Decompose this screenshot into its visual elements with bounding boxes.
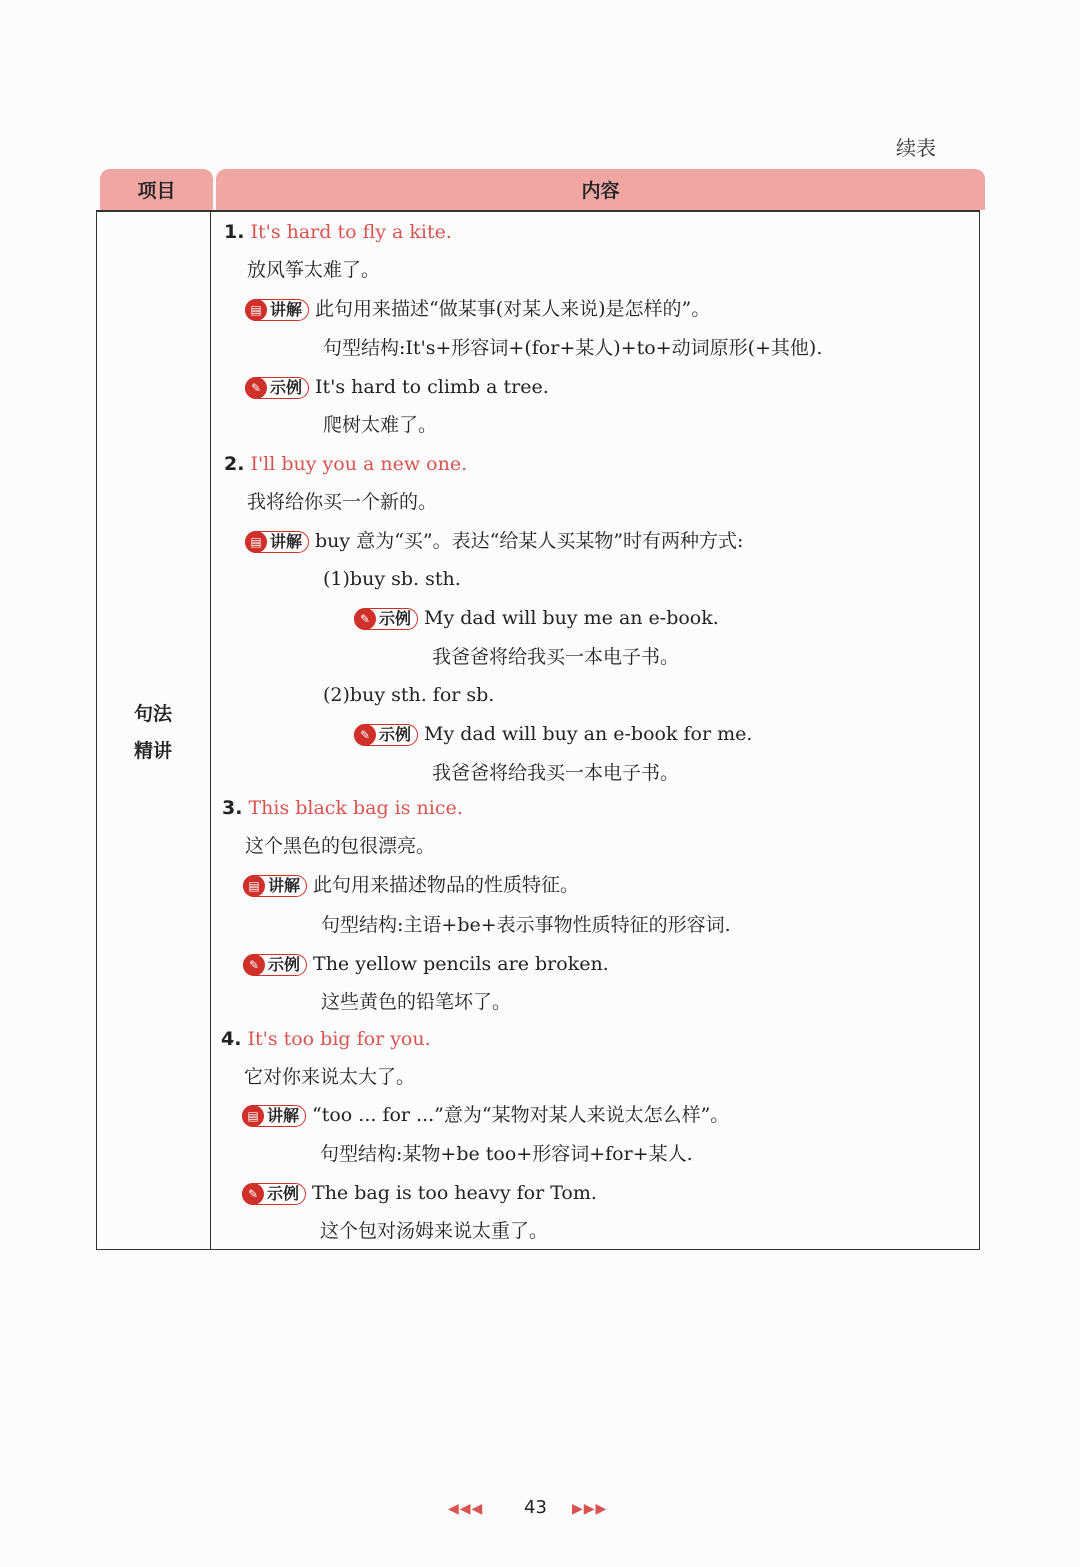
item-3-sentence xyxy=(222,795,463,821)
sentence-text: It's too big for you. xyxy=(247,1028,431,1050)
item-4-structure: 句型结构:某物+be too+形容词+for+某人. xyxy=(320,1143,693,1165)
item-4-example-translation: 这个包对汤姆来说太重了。 xyxy=(320,1220,549,1242)
item-2-sentence xyxy=(224,451,467,477)
item-1-structure: 句型结构:It's+形容词+(for+某人)+to+动词原形(+其他). xyxy=(323,337,823,359)
item-2-way-2: (2)buy sth. for sb. xyxy=(323,684,495,706)
example-badge xyxy=(242,1183,306,1205)
item-2-explain xyxy=(245,528,743,554)
book-icon: ▤ xyxy=(245,299,267,321)
item-4-translation: 它对你来说太大了。 xyxy=(244,1066,416,1088)
item-3-example-translation: 这些黄色的铅笔坏了。 xyxy=(321,991,512,1013)
item-number: 1. xyxy=(224,221,245,243)
item-number: 2. xyxy=(224,453,245,475)
item-1-explain xyxy=(245,296,710,322)
row-label-line-1: 句法 xyxy=(133,703,172,725)
badge-label: 讲解 xyxy=(270,532,303,551)
explain-badge xyxy=(243,875,307,897)
item-1-example xyxy=(245,374,549,400)
badge-label: 示例 xyxy=(268,955,301,974)
item-3-translation: 这个黑色的包很漂亮。 xyxy=(245,835,436,857)
sentence-text: I'll buy you a new one. xyxy=(250,453,468,475)
example-text: It's hard to climb a tree. xyxy=(315,376,549,398)
example-text: My dad will buy an e-book for me. xyxy=(424,723,753,745)
example-badge xyxy=(245,377,309,399)
page-number: 43 xyxy=(524,1497,547,1518)
example-text: My dad will buy me an e-book. xyxy=(424,607,719,629)
example-badge xyxy=(354,608,418,630)
item-4-explain xyxy=(242,1102,729,1128)
book-icon: ▤ xyxy=(242,1105,264,1127)
badge-label: 示例 xyxy=(270,378,303,397)
item-2-translation: 我将给你买一个新的。 xyxy=(247,491,438,513)
item-1-example-translation: 爬树太难了。 xyxy=(323,414,438,436)
item-3-explain xyxy=(243,872,579,898)
item-1-translation: 放风筝太难了。 xyxy=(247,259,381,281)
pencil-icon: ✎ xyxy=(245,377,267,399)
example-badge xyxy=(243,954,307,976)
badge-label: 讲解 xyxy=(267,1106,300,1125)
column-header-content: 内容 xyxy=(216,169,985,210)
pencil-icon: ✎ xyxy=(354,724,376,746)
badge-label: 示例 xyxy=(379,609,412,628)
explain-text: buy 意为“买”。表达“给某人买某物”时有两种方式: xyxy=(315,530,744,552)
column-divider xyxy=(210,210,211,1250)
badge-label: 示例 xyxy=(267,1184,300,1203)
row-label-line-2: 精讲 xyxy=(133,740,172,762)
pencil-icon: ✎ xyxy=(242,1183,264,1205)
page-footer xyxy=(440,1495,640,1525)
badge-label: 讲解 xyxy=(268,876,301,895)
badge-label: 讲解 xyxy=(270,300,303,319)
badge-label: 示例 xyxy=(379,725,412,744)
book-icon: ▤ xyxy=(245,531,267,553)
example-text: The bag is too heavy for Tom. xyxy=(312,1182,597,1204)
explain-badge xyxy=(245,531,309,553)
book-icon: ▤ xyxy=(243,875,265,897)
item-2-way-1: (1)buy sb. sth. xyxy=(323,568,461,590)
pencil-icon: ✎ xyxy=(243,954,265,976)
item-3-example xyxy=(243,951,609,977)
item-1-sentence xyxy=(224,219,452,245)
explain-text: “too ... for ...”意为“某物对某人来说太怎么样”。 xyxy=(312,1104,730,1126)
example-text: The yellow pencils are broken. xyxy=(313,953,609,975)
example-badge xyxy=(354,724,418,746)
sentence-text: This black bag is nice. xyxy=(248,797,463,819)
item-number: 4. xyxy=(221,1028,242,1050)
item-2-way-1-example xyxy=(354,605,719,631)
triple-left-arrow-icon: ◀◀◀ xyxy=(448,1501,484,1517)
continued-table-label: 续表 xyxy=(896,136,936,160)
row-label xyxy=(96,696,210,770)
item-number: 3. xyxy=(222,797,243,819)
sentence-text: It's hard to fly a kite. xyxy=(250,221,452,243)
pencil-icon: ✎ xyxy=(354,608,376,630)
item-3-structure: 句型结构:主语+be+表示事物性质特征的形容词. xyxy=(321,914,731,936)
item-2-way-2-example-translation: 我爸爸将给我买一本电子书。 xyxy=(432,762,680,784)
item-2-way-2-example xyxy=(354,721,752,747)
explain-text: 此句用来描述“做某事(对某人来说)是怎样的”。 xyxy=(315,298,711,320)
item-4-sentence xyxy=(221,1026,431,1052)
item-2-way-1-example-translation: 我爸爸将给我买一本电子书。 xyxy=(432,646,680,668)
column-header-item: 项目 xyxy=(100,169,213,210)
triple-right-arrow-icon: ▶▶▶ xyxy=(572,1501,608,1517)
explain-text: 此句用来描述物品的性质特征。 xyxy=(313,874,580,896)
item-4-example xyxy=(242,1180,597,1206)
explain-badge xyxy=(242,1105,306,1127)
explain-badge xyxy=(245,299,309,321)
